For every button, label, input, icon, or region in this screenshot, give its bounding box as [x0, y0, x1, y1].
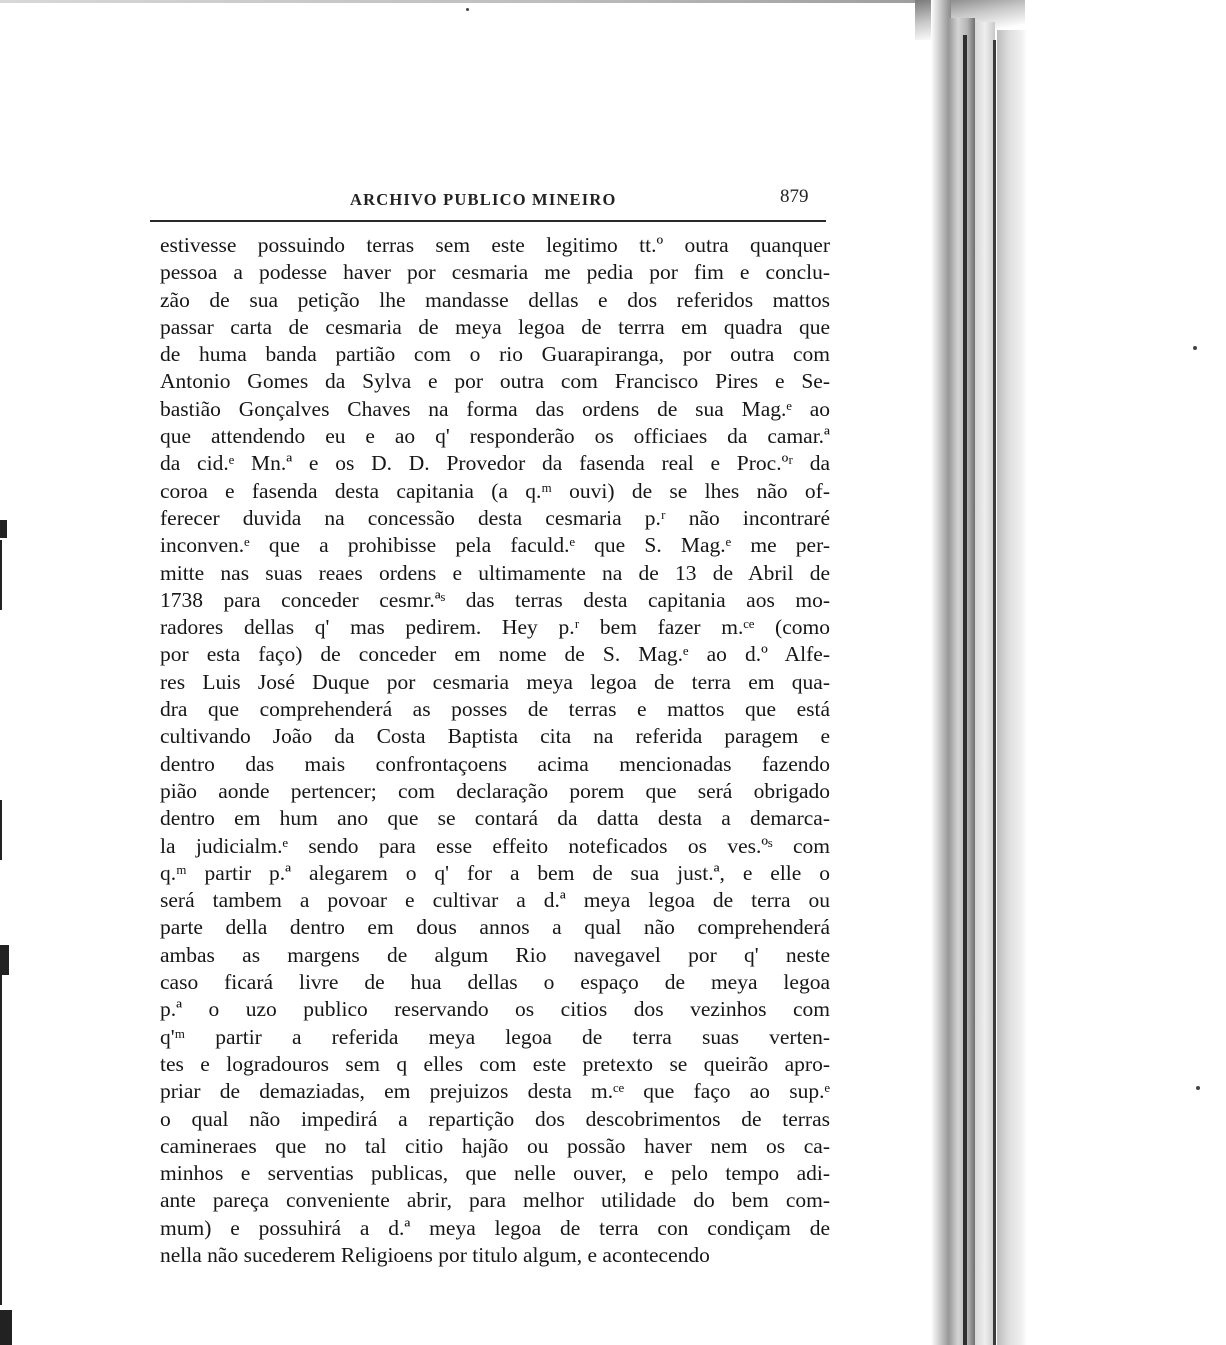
text-line: p.ª o uzo publico reservando os citios dos vezinhos com [160, 997, 830, 1022]
page-number: 879 [780, 186, 809, 207]
text-line: zão de sua petição lhe mandasse dellas e dos referidos mattos [160, 287, 830, 312]
text-line: q'ᵐ partir a referida meya legoa de terra suas verten- [160, 1024, 830, 1049]
text-line: tes e logradouros sem q elles com este pretexto se queirão apro- [160, 1051, 830, 1076]
spine-band [949, 18, 975, 1345]
text-line: dentro das mais confrontaçoens acima mencionadas fazendo [160, 751, 830, 776]
text-line: mum) e possuhirá a d.ª meya legoa de terra con condiçam de [160, 1215, 830, 1240]
scan-margin-mark [0, 520, 7, 538]
text-line: Antonio Gomes da Sylva e por outra com Francisco Pires e Se- [160, 369, 830, 394]
spine-fold-line [993, 40, 996, 1345]
text-line: cultivando João da Costa Baptista cita na referida paragem e [160, 724, 830, 749]
running-head [150, 186, 830, 216]
scan-margin-mark [0, 1310, 12, 1345]
text-line: estivesse possuindo terras sem este legitimo tt.º outra quanquer [160, 233, 830, 257]
text-line: da cid.ᵉ Mn.ª e os D. D. Provedor da fasenda real e Proc.ºʳ da [160, 451, 830, 476]
text-line: 1738 para conceder cesmr.ªˢ das terras desta capitania aos mo- [160, 587, 830, 612]
text-line: de huma banda partião com o rio Guarapiranga, por outra com [160, 342, 830, 367]
spine-fold-line [963, 35, 967, 1345]
scan-margin-mark [0, 800, 2, 860]
spine-band [975, 22, 995, 1345]
text-line: pião aonde pertencer; com declaração porem que será obrigado [160, 778, 830, 803]
scan-margin-mark [0, 540, 2, 610]
text-line: pessoa a podesse haver por cesmaria me pedia por fim e conclu- [160, 260, 830, 285]
text-line: inconven.ᵉ que a prohibisse pela faculd.ᵉ que S. Mag.ᵉ me per- [160, 533, 830, 558]
book-spine-edge [915, 0, 1226, 1345]
text-line: ferecer duvida na concessão desta cesmaria p.ʳ não incontraré [160, 505, 830, 530]
text-line: coroa e fasenda desta capitania (a q.ᵐ ouvi) de se lhes não of- [160, 478, 830, 503]
scan-speck [1196, 1086, 1200, 1090]
scan-speck [1193, 346, 1197, 350]
text-line: mitte nas suas reaes ordens e ultimamente na de 13 de Abril de [160, 560, 830, 585]
text-line: o qual não impedirá a repartição dos descobrimentos de terras [160, 1106, 830, 1131]
scan-margin-mark [0, 975, 2, 1305]
running-title: ARCHIVO PUBLICO MINEIRO [350, 190, 617, 209]
text-line: priar de demaziadas, em prejuizos desta m.ᶜᵉ que faço ao sup.ᵉ [160, 1079, 830, 1104]
scan-margin-mark [0, 945, 9, 975]
text-line: dra que comprehenderá as posses de terras e mattos que está [160, 697, 830, 722]
spine-band [997, 30, 1027, 1345]
text-line: la judicialm.ᵉ sendo para esse effeito noteficados os ves.ºˢ com [160, 833, 830, 858]
text-line: passar carta de cesmaria de meya legoa de terrra em quadra que [160, 314, 830, 339]
text-line: parte della dentro em dous annos a qual não comprehenderá [160, 915, 830, 940]
body-text [160, 232, 830, 1269]
text-line: radores dellas q' mas pedirem. Hey p.ʳ bem fazer m.ᶜᵉ (como [160, 615, 830, 640]
text-line: caso ficará livre de hua dellas o espaço de meya legoa [160, 970, 830, 995]
scan-top-edge [0, 0, 930, 3]
text-line: que attendendo eu e ao q' responderão os officiaes da camar.ª [160, 424, 830, 449]
header-rule [150, 220, 826, 222]
scan-speck [466, 8, 469, 11]
text-line: ante pareça conveniente abrir, para melhor utilidade do bem com- [160, 1188, 830, 1213]
text-line: nella não sucederem Religioens por titulo algum, e acontecendo [160, 1242, 710, 1267]
text-line: camineraes que no tal citio hajão ou possão haver nem os ca- [160, 1133, 830, 1158]
text-line: será tambem a povoar e cultivar a d.ª meya legoa de terra ou [160, 888, 830, 913]
text-line: q.ᵐ partir p.ª alegarem o q' for a bem de sua just.ª, e elle o [160, 860, 830, 885]
spine-gutter-shadow [931, 0, 951, 1345]
text-line: res Luis José Duque por cesmaria meya legoa de terra em qua- [160, 669, 830, 694]
text-line: minhos e serventias publicas, que nelle ouver, e pelo tempo adi- [160, 1161, 830, 1186]
text-line: bastião Gonçalves Chaves na forma das ordens de sua Mag.ᵉ ao [160, 396, 830, 421]
text-line: por esta faço) de conceder em nome de S. Mag.ᵉ ao d.º Alfe- [160, 642, 830, 667]
text-line: ambas as margens de algum Rio navegavel por q' neste [160, 942, 830, 967]
text-line: dentro em hum ano que se contará da datta desta a demarca- [160, 806, 830, 831]
